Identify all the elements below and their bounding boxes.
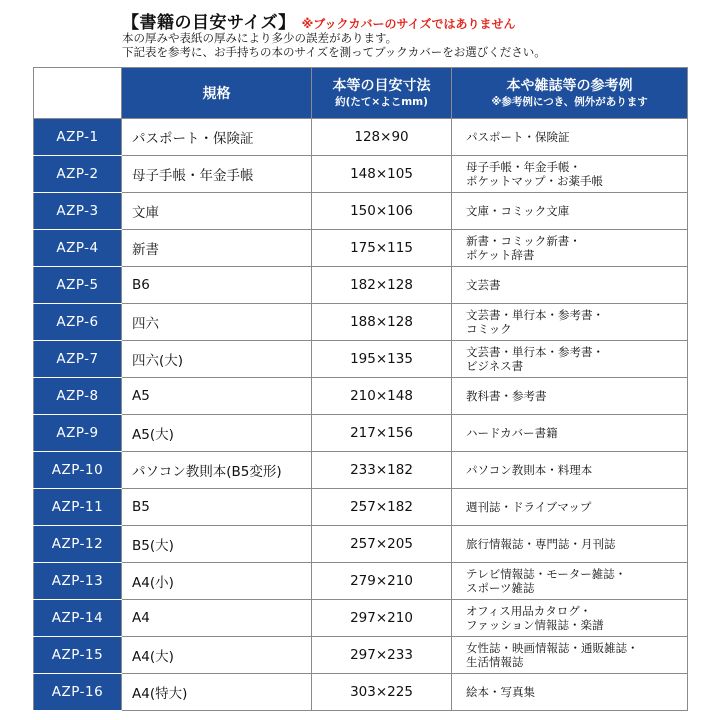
table-row — [34, 304, 688, 341]
row-spec: A4(小) — [122, 563, 312, 600]
row-examples — [452, 452, 688, 489]
row-example-line-1: 文芸書・単行本・参考書・ — [466, 345, 604, 359]
row-size: 297×233 — [312, 637, 452, 674]
row-example-line-1: 文芸書・単行本・参考書・ — [466, 308, 604, 322]
row-size: 257×205 — [312, 526, 452, 563]
row-spec: 四六(大) — [122, 341, 312, 378]
row-spec: A5(大) — [122, 415, 312, 452]
header-spec-label: 規格 — [202, 86, 231, 102]
header-examples-label: 本や雑誌等の参考例 — [506, 77, 633, 94]
row-size: 150×106 — [312, 193, 452, 230]
row-size: 257×182 — [312, 489, 452, 526]
table-row — [34, 415, 688, 452]
row-example-line-1: 教科書・参考書 — [466, 389, 547, 403]
row-example-line-1: 文庫・コミック文庫 — [466, 204, 570, 218]
row-size: 148×105 — [312, 156, 452, 193]
row-spec: A4(特大) — [122, 674, 312, 711]
row-examples — [452, 267, 688, 304]
table-row — [34, 674, 688, 711]
table-row — [34, 341, 688, 378]
row-code: AZP-7 — [34, 341, 122, 378]
row-code: AZP-9 — [34, 415, 122, 452]
table-row — [34, 452, 688, 489]
table-row — [34, 563, 688, 600]
row-examples — [452, 119, 688, 156]
page-title: 【書籍の目安サイズ】 — [122, 13, 296, 33]
row-example-line-1: 旅行情報誌・専門誌・月刊誌 — [466, 537, 616, 551]
row-examples — [452, 415, 688, 452]
row-code: AZP-3 — [34, 193, 122, 230]
row-spec: 新書 — [122, 230, 312, 267]
row-code: AZP-13 — [34, 563, 122, 600]
row-example-line-1: 女性誌・映画情報誌・通販雑誌・ — [466, 641, 639, 655]
row-examples — [452, 341, 688, 378]
row-size: 210×148 — [312, 378, 452, 415]
row-size: 188×128 — [312, 304, 452, 341]
row-code: AZP-4 — [34, 230, 122, 267]
row-spec: パソコン教則本(B5変形) — [122, 452, 312, 489]
header-size-sublabel: 約(たて×よこmm) — [335, 95, 428, 108]
row-examples — [452, 563, 688, 600]
row-example-line-2: ビジネス書 — [466, 359, 524, 373]
table-row — [34, 637, 688, 674]
table-header-row — [34, 68, 688, 119]
header-size-label: 本等の目安寸法 — [332, 77, 431, 94]
header-examples — [452, 68, 688, 119]
row-example-line-1: 絵本・写真集 — [466, 685, 535, 699]
description-line-1: 本の厚みや表紙の厚みにより多少の誤差があります。 — [122, 31, 398, 45]
row-spec: B5(大) — [122, 526, 312, 563]
row-spec: B6 — [122, 267, 312, 304]
row-code: AZP-5 — [34, 267, 122, 304]
row-size: 279×210 — [312, 563, 452, 600]
header-blank-cell — [34, 68, 122, 119]
row-spec: 四六 — [122, 304, 312, 341]
table-row — [34, 156, 688, 193]
header-spec — [122, 68, 312, 119]
row-examples — [452, 526, 688, 563]
row-size: 128×90 — [312, 119, 452, 156]
row-examples — [452, 304, 688, 341]
row-spec: A5 — [122, 378, 312, 415]
description-line-2: 下記表を参考に、お手持ちの本のサイズを測ってブックカバーをお選びください。 — [122, 45, 546, 59]
table-row — [34, 489, 688, 526]
table-row — [34, 600, 688, 637]
row-code: AZP-6 — [34, 304, 122, 341]
table-row — [34, 230, 688, 267]
row-code: AZP-1 — [34, 119, 122, 156]
table-row — [34, 526, 688, 563]
row-example-line-1: ハードカバー書籍 — [466, 426, 558, 440]
row-spec: A4 — [122, 600, 312, 637]
row-example-line-1: 文芸書 — [466, 278, 501, 292]
row-example-line-2: ファッション情報誌・楽譜 — [466, 618, 604, 632]
row-size: 195×135 — [312, 341, 452, 378]
row-code: AZP-15 — [34, 637, 122, 674]
row-size: 217×156 — [312, 415, 452, 452]
row-code: AZP-2 — [34, 156, 122, 193]
row-examples — [452, 193, 688, 230]
row-example-line-1: パスポート・保険証 — [466, 130, 570, 144]
row-example-line-2: コミック — [466, 322, 512, 336]
row-examples — [452, 378, 688, 415]
row-example-line-2: スポーツ雑誌 — [466, 581, 535, 595]
row-example-line-1: パソコン教則本・料理本 — [466, 463, 593, 477]
size-table — [33, 67, 688, 711]
row-code: AZP-8 — [34, 378, 122, 415]
title-line — [122, 8, 516, 33]
header-size — [312, 68, 452, 119]
row-examples — [452, 674, 688, 711]
row-example-line-2: ポケットマップ・お薬手帳 — [466, 174, 603, 188]
row-example-line-1: 母子手帳・年金手帳・ — [466, 160, 581, 174]
row-spec: B5 — [122, 489, 312, 526]
table-row — [34, 193, 688, 230]
row-example-line-2: 生活情報誌 — [466, 655, 524, 669]
header-examples-sublabel: ※参考例につき、例外があります — [491, 95, 648, 108]
row-spec: 母子手帳・年金手帳 — [122, 156, 312, 193]
row-examples — [452, 156, 688, 193]
row-code: AZP-12 — [34, 526, 122, 563]
row-examples — [452, 489, 688, 526]
row-example-line-1: 週刊誌・ドライブマップ — [466, 500, 592, 514]
row-size: 233×182 — [312, 452, 452, 489]
row-code: AZP-11 — [34, 489, 122, 526]
row-code: AZP-16 — [34, 674, 122, 711]
row-example-line-1: オフィス用品カタログ・ — [466, 604, 592, 618]
row-size: 297×210 — [312, 600, 452, 637]
disclaimer-note: ※ブックカバーのサイズではありません — [301, 17, 516, 31]
row-code: AZP-10 — [34, 452, 122, 489]
row-spec: パスポート・保険証 — [122, 119, 312, 156]
row-examples — [452, 637, 688, 674]
row-example-line-2: ポケット辞書 — [466, 248, 535, 262]
row-size: 182×128 — [312, 267, 452, 304]
table-row — [34, 378, 688, 415]
row-examples — [452, 600, 688, 637]
row-size: 303×225 — [312, 674, 452, 711]
row-example-line-1: テレビ情報誌・モーター雑誌・ — [466, 567, 627, 581]
row-size: 175×115 — [312, 230, 452, 267]
row-code: AZP-14 — [34, 600, 122, 637]
row-spec: A4(大) — [122, 637, 312, 674]
table-row — [34, 119, 688, 156]
row-spec: 文庫 — [122, 193, 312, 230]
row-examples — [452, 230, 688, 267]
table-row — [34, 267, 688, 304]
row-example-line-1: 新書・コミック新書・ — [466, 234, 581, 248]
